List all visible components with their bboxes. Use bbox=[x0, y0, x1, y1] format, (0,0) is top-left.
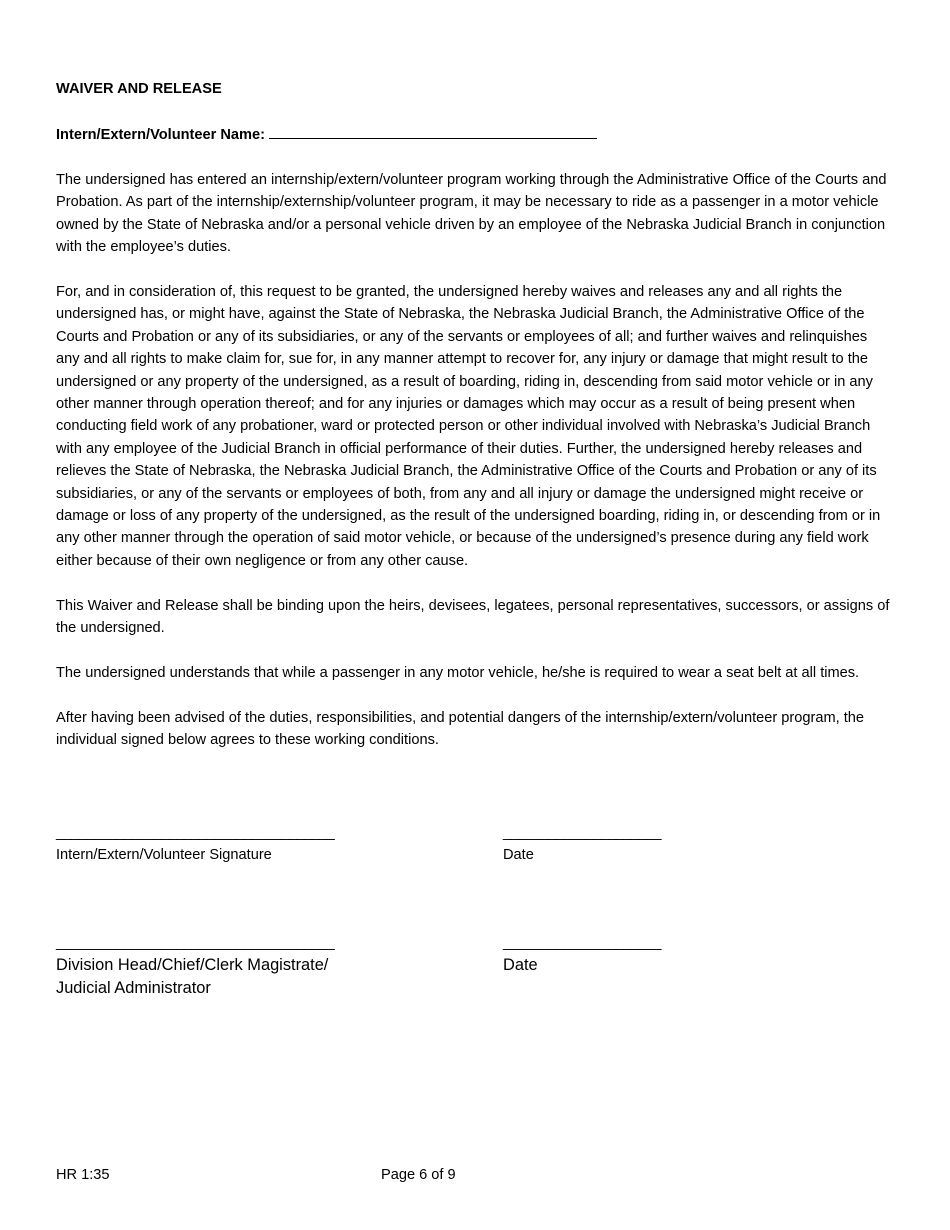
division-signature-column bbox=[56, 932, 334, 1000]
paragraph-waiver-terms: For, and in consideration of, this request to be granted, the undersigned hereby waives and releases any and all rights the undersigned has, or might have, against the State of Nebraska, the Nebraska Judicial Branch, the Administrative Office of the Courts and Probation or any of its subsidiaries, or any of the servants or employees of all; and further waives and relinquishes any and all rights to make claim for, sue for, in any manner attempt to recover for, any injury or damage that might result to the undersigned or any property of the undersigned, as a result of boarding, riding in, descending from said motor vehicle or in any other manner through operation thereof; and for any injuries or damages which may occur as a result of being present when conducting field work of any probationer, ward or protected person or other individual involved with Nebraska’s Judicial Branch with any employee of the Judicial Branch in official performance of their duties. Further, the undersigned hereby releases and relieves the State of Nebraska, the Nebraska Judicial Branch, the Administrative Office of the Courts and Probation or any of its subsidiaries, or any of the servants or employees of both, from any and all injury or damage the undersigned might receive or damage or loss of any property of the undersigned, as the result of the undersigned boarding, riding in, or descending from or in any other manner through the operation of said motor vehicle, or because of the undersigned’s presence during any field work either because of their own negligence or from any other cause. bbox=[56, 283, 881, 569]
intern-signature-label: Intern/Extern/Volunteer Signature bbox=[56, 847, 272, 864]
name-field-blank[interactable] bbox=[269, 122, 597, 139]
intern-date-column bbox=[503, 822, 661, 867]
paragraph-program-description: The undersigned has entered an internship/extern/volunteer program working through the Administrative Office of the Courts and Probation. As part of the internship/externship/volunteer program, it may be necessary to ride as a passenger in a motor vehicle owned by the State of Nebraska and/or a personal vehicle driven by an employee of the Nebraska Judicial Branch in conjunction with the employee’s duties. bbox=[56, 171, 887, 256]
intern-date-label: Date bbox=[503, 847, 534, 864]
paragraph-seat-belt: The undersigned understands that while a passenger in any motor vehicle, he/she is required to wear a seat belt at all times. bbox=[56, 665, 860, 682]
intern-date-line[interactable]: _____________________ bbox=[503, 825, 661, 841]
paragraph-agreement: After having been advised of the duties, responsibilities, and potential dangers of the internship/extern/volunteer program, the individual signed below agrees to these working conditions. bbox=[56, 709, 865, 749]
footer-form-code: HR 1:35 bbox=[56, 1167, 110, 1183]
division-date-label: Date bbox=[503, 956, 538, 975]
intern-signature-line[interactable]: _____________________________________ bbox=[56, 825, 335, 841]
name-field-row bbox=[56, 122, 890, 146]
footer-page-number: Page 6 of 9 bbox=[381, 1167, 456, 1183]
intern-signature-column bbox=[56, 822, 334, 867]
name-field-label: Intern/Extern/Volunteer Name: bbox=[56, 127, 265, 144]
document-body bbox=[56, 78, 890, 774]
division-date-line[interactable]: _____________________ bbox=[503, 935, 661, 951]
division-signature-label-line2: Judicial Administrator bbox=[56, 979, 211, 998]
division-signature-label-line1: Division Head/Chief/Clerk Magistrate/ bbox=[56, 956, 329, 975]
document-title: WAIVER AND RELEASE bbox=[56, 81, 222, 97]
paragraph-binding-heirs: This Waiver and Release shall be binding upon the heirs, devisees, legatees, personal representatives, successors, or assigns of the undersigned. bbox=[56, 597, 890, 637]
division-date-column bbox=[503, 932, 661, 977]
division-signature-line[interactable]: _____________________________________ bbox=[56, 935, 335, 951]
